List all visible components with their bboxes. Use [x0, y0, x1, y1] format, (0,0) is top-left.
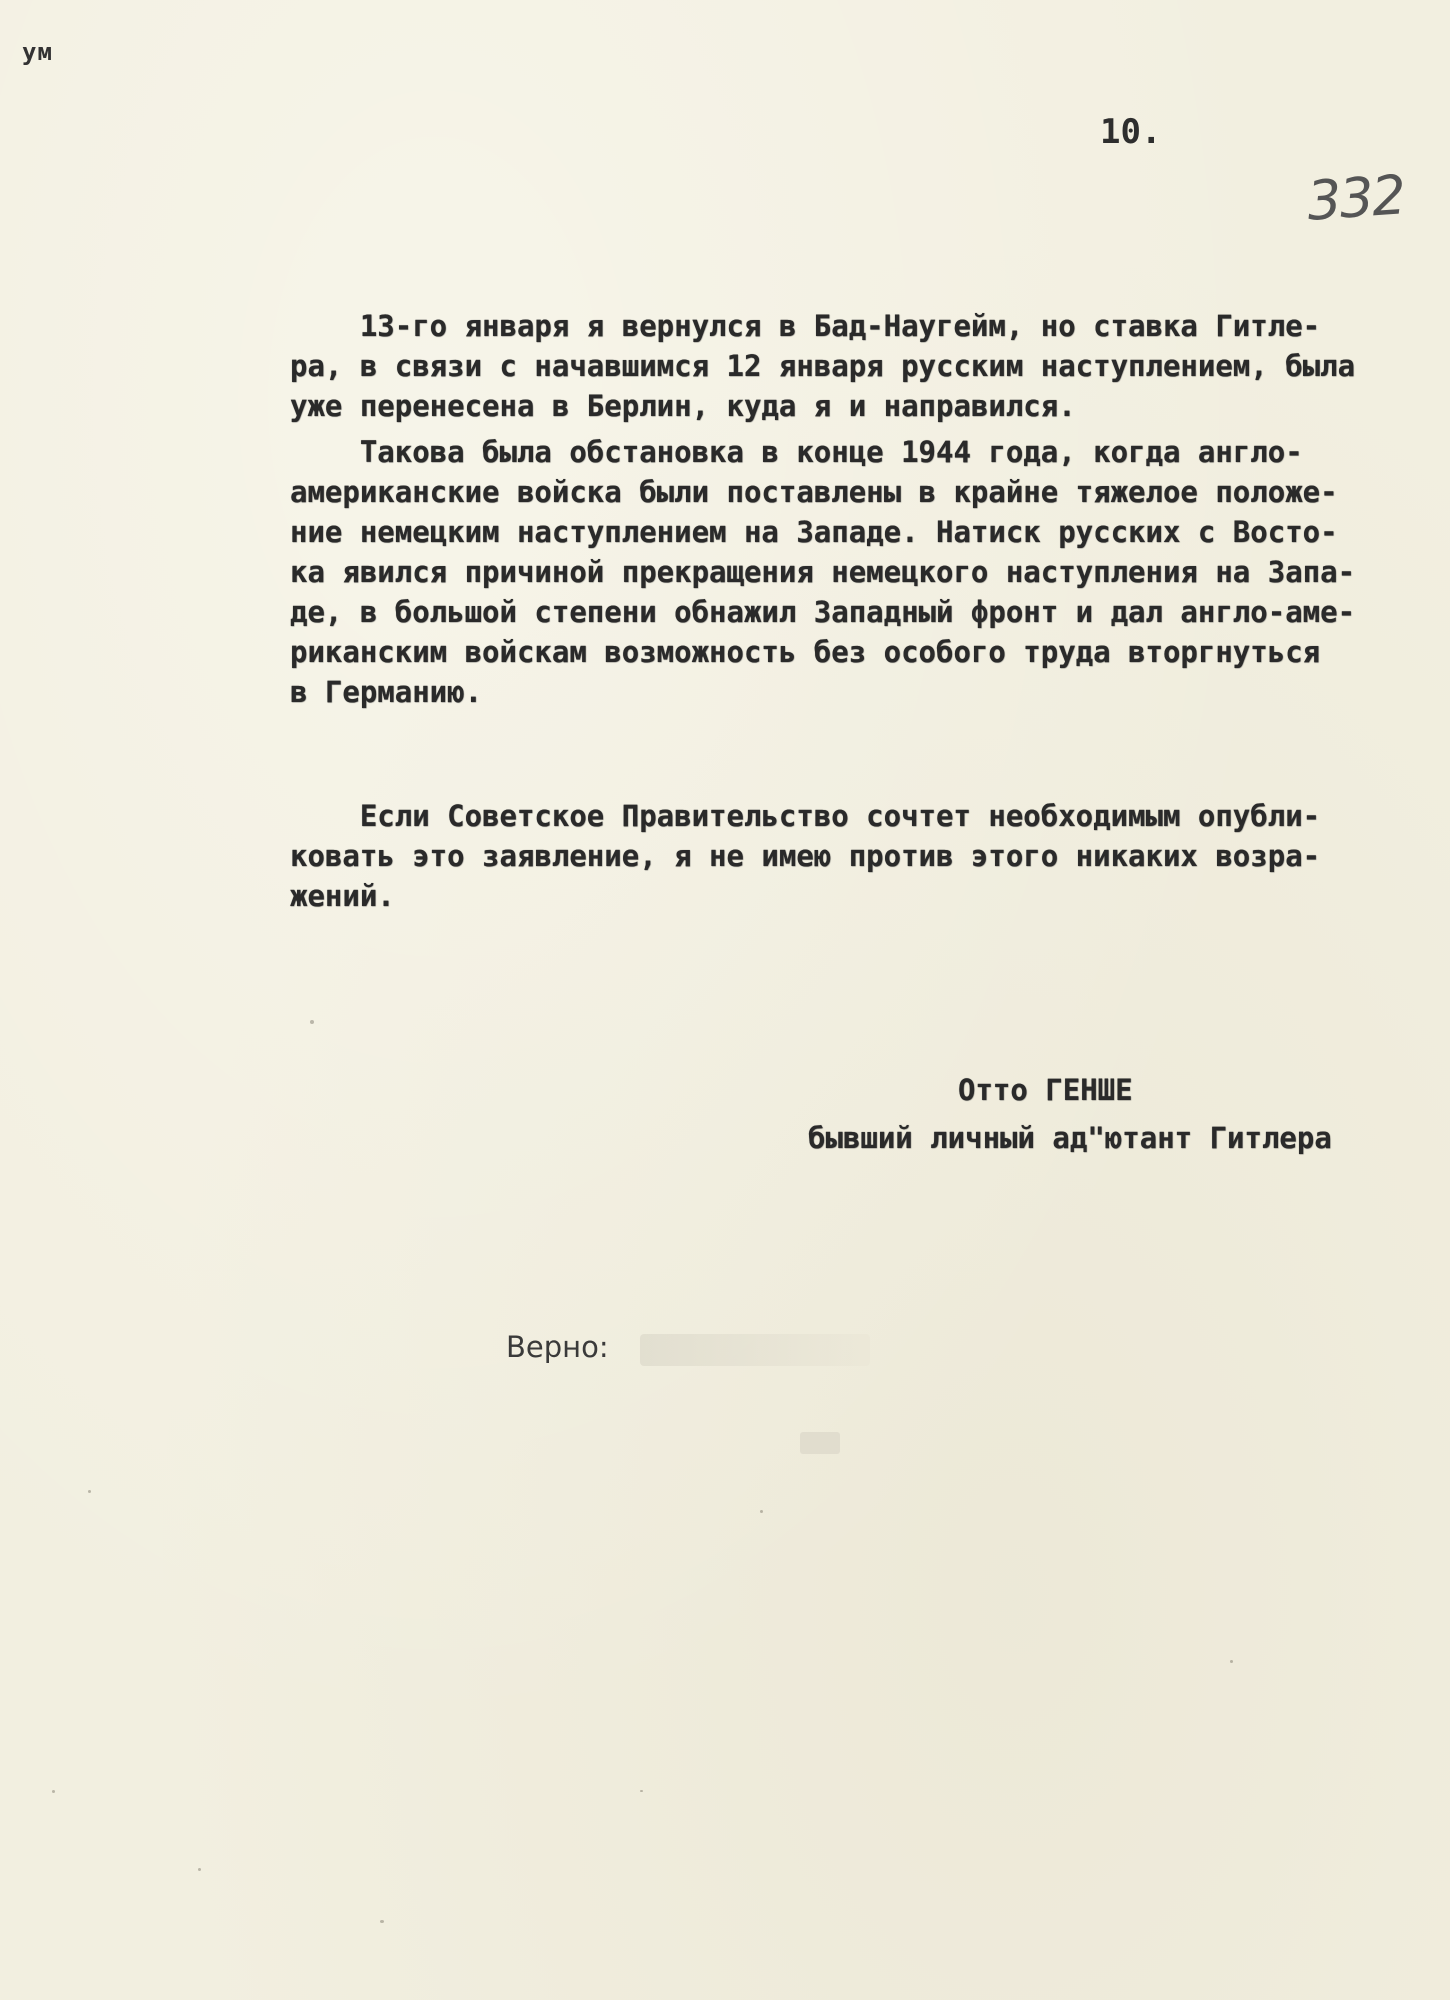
body-line-3: уже перенесена в Берлин, куда я и направился.	[290, 389, 1076, 423]
signature-name: Отто ГЕНШЕ	[958, 1073, 1133, 1107]
body-line-8: де, в большой степени обнажил Западный фронт и дал англо-аме-	[290, 595, 1356, 629]
paper-speck	[88, 1490, 91, 1493]
page-number: 10.	[1100, 112, 1162, 152]
closing-line-1: Если Советское Правительство сочтет необходимым опубли-	[290, 799, 1321, 833]
corner-mark: ум	[22, 38, 53, 66]
paper-speck	[198, 1868, 201, 1871]
faded-stamp-mark	[800, 1432, 840, 1454]
paper-speck	[760, 1510, 763, 1513]
body-line-6: ние немецким наступлением на Западе. Натиск русских с Восто-	[290, 515, 1338, 549]
handwritten-folio-number: 332	[1305, 163, 1407, 233]
certification-label: Верно:	[506, 1330, 609, 1364]
faded-certification-signature	[640, 1334, 870, 1366]
body-line-10: в Германию.	[290, 675, 483, 709]
paper-speck	[310, 1020, 314, 1024]
body-line-9: риканским войскам возможность без особого труда вторгнуться	[290, 635, 1321, 669]
paper-speck	[1230, 1660, 1233, 1663]
closing-line-3: жений.	[290, 879, 395, 913]
signature-title: бывший личный ад"ютант Гитлера	[808, 1121, 1332, 1155]
closing-line-2: ковать это заявление, я не имею против этого никаких возра-	[290, 839, 1321, 873]
body-line-2: ра, в связи с начавшимся 12 января русским наступлением, была	[290, 349, 1356, 383]
body-line-4: Такова была обстановка в конце 1944 года, когда англо-	[290, 435, 1303, 469]
paper-speck	[380, 1920, 384, 1923]
body-line-7: ка явился причиной прекращения немецкого наступления на Запа-	[290, 555, 1356, 589]
closing-paragraph	[290, 796, 1450, 936]
body-line-1: 13-го января я вернулся в Бад-Наугейм, но ставка Гитле-	[290, 309, 1321, 343]
paper-speck	[52, 1790, 55, 1793]
paper-speck	[640, 1790, 643, 1792]
body-line-5: американские войска были поставлены в крайне тяжелое положе-	[290, 475, 1338, 509]
